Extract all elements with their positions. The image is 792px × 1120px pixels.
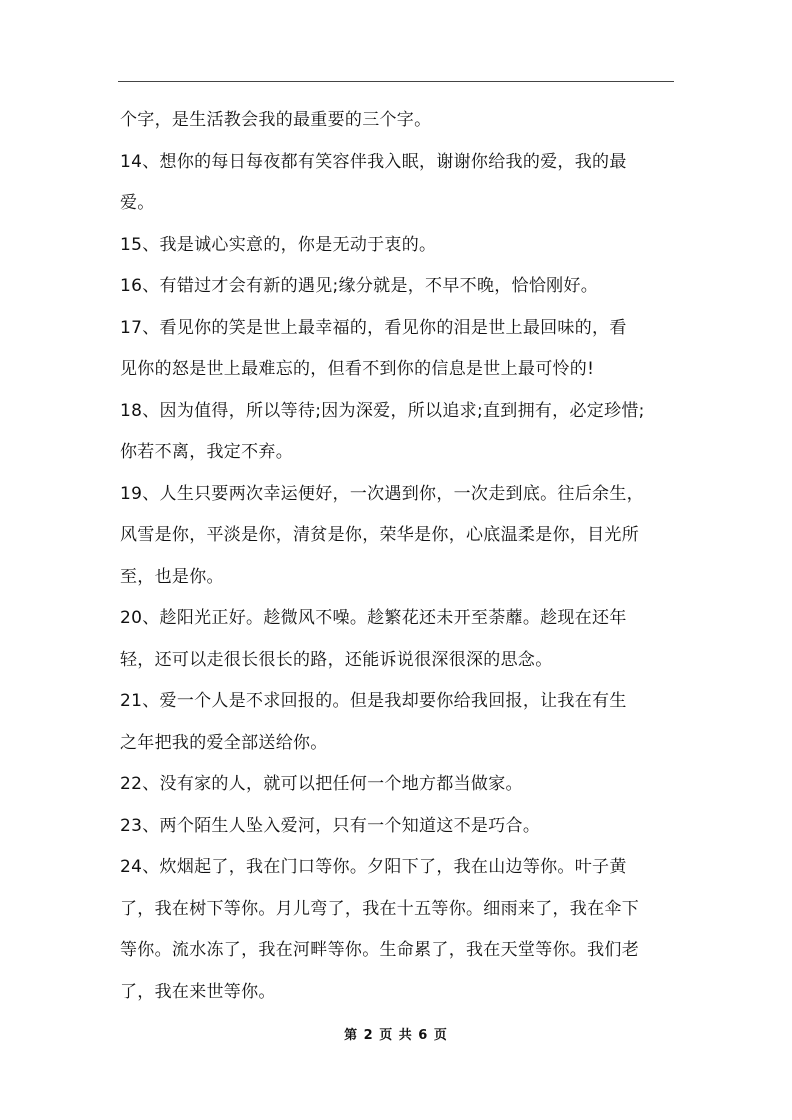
text-line: 15、我是诚心实意的，你是无动于衷的。 bbox=[120, 234, 437, 255]
text-line: 24、炊烟起了，我在门口等你。夕阳下了，我在山边等你。叶子黄 bbox=[120, 857, 627, 877]
page-number: 第 2 页 共 6 页 bbox=[344, 1028, 448, 1043]
text-line: 23、两个陌生人坠入爱河，只有一个知道这不是巧合。 bbox=[120, 815, 541, 836]
text-line: 16、有错过才会有新的遇见;缘分就是，不早不晚，恰恰刚好。 bbox=[120, 276, 599, 296]
text-line: 等你。流水冻了，我在河畔等你。生命累了，我在天堂等你。我们老 bbox=[120, 940, 639, 960]
text-line: 18、因为值得，所以等待;因为深爱，所以追求;直到拥有，必定珍惜; bbox=[120, 400, 645, 421]
text-line: 20、趁阳光正好。趁微风不噪。趁繁花还未开至荼蘼。趁现在还年 bbox=[120, 608, 627, 628]
text-line: 了，我在来世等你。 bbox=[120, 981, 276, 1002]
text-line: 见你的怒是世上最难忘的，但看不到你的信息是世上最可怜的! bbox=[120, 359, 595, 379]
header-divider bbox=[118, 81, 674, 82]
text-line: 21、爱一个人是不求回报的。但是我却要你给我回报，让我在有生 bbox=[120, 691, 627, 711]
text-line: 轻，还可以走很长很长的路，还能诉说很深很深的思念。 bbox=[120, 649, 553, 670]
text-line: 至，也是你。 bbox=[120, 566, 224, 587]
text-line: 爱。 bbox=[120, 193, 155, 213]
text-line: 19、人生只要两次幸运便好，一次遇到你，一次走到底。往后余生， bbox=[120, 483, 644, 504]
text-line: 你若不离，我定不弃。 bbox=[120, 442, 293, 462]
text-line: 17、看见你的笑是世上最幸福的，看见你的泪是世上最回味的，看 bbox=[120, 317, 627, 338]
text-line: 之年把我的爱全部送给你。 bbox=[120, 732, 328, 753]
text-line: 风雪是你，平淡是你，清贫是你，荣华是你，心底温柔是你，目光所 bbox=[120, 525, 639, 545]
text-line: 22、没有家的人，就可以把任何一个地方都当做家。 bbox=[120, 774, 523, 794]
text-line: 个字，是生活教会我的最重要的三个字。 bbox=[120, 110, 432, 130]
text-line: 14、想你的每日每夜都有笑容伴我入眠，谢谢你给我的爱，我的最 bbox=[120, 151, 627, 172]
document-body bbox=[120, 100, 676, 1013]
text-line: 了，我在树下等你。月儿弯了，我在十五等你。细雨来了，我在伞下 bbox=[120, 898, 639, 919]
